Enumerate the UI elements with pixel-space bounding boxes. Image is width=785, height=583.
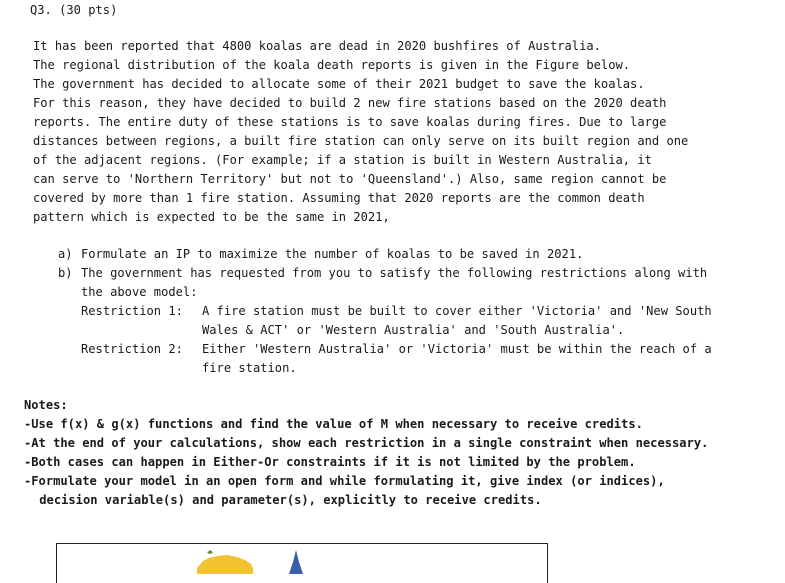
task-a-text: Formulate an IP to maximize the number of koalas to be saved in 2021. <box>81 247 584 261</box>
map-region-yellow <box>197 555 253 574</box>
map-region-blue <box>289 550 303 574</box>
task-b-marker: b) <box>58 266 73 280</box>
note-item: -At the end of your calculations, show each restriction in a single constraint when necessary. <box>24 436 709 450</box>
task-a-marker: a) <box>58 247 73 261</box>
paragraph-line: distances between regions, a built fire station can only serve on its built region and one <box>33 134 689 148</box>
note-item: -Use f(x) & g(x) functions and find the value of M when necessary to receive credits. <box>24 417 643 431</box>
note-item: decision variable(s) and parameter(s), explicitly to receive credits. <box>32 493 542 507</box>
map-speck <box>207 550 213 554</box>
restriction-1-text: Wales & ACT' or 'Western Australia' and 'South Australia'. <box>202 323 625 337</box>
task-b-text: the above model: <box>81 285 198 299</box>
paragraph-line: can serve to 'Northern Territory' but not to 'Queensland'.) Also, same region cannot be <box>33 172 667 186</box>
koala-death-map-figure <box>56 543 548 583</box>
paragraph-line: The regional distribution of the koala death reports is given in the Figure below. <box>33 58 631 72</box>
paragraph-line: of the adjacent regions. (For example; if a station is built in Western Australia, it <box>33 153 652 167</box>
restriction-1-text: A fire station must be built to cover either 'Victoria' and 'New South <box>202 304 712 318</box>
note-item: -Both cases can happen in Either-Or constraints if it is not limited by the problem. <box>24 455 636 469</box>
note-item: -Formulate your model in an open form and while formulating it, give index (or indices), <box>24 474 665 488</box>
paragraph-line: It has been reported that 4800 koalas are dead in 2020 bushfires of Australia. <box>33 39 601 53</box>
notes-title: Notes: <box>24 398 68 412</box>
paragraph-line: pattern which is expected to be the same in 2021, <box>33 210 390 224</box>
restriction-2-text: Either 'Western Australia' or 'Victoria' must be within the reach of a <box>202 342 712 356</box>
task-b-text: The government has requested from you to satisfy the following restrictions along with <box>81 266 708 280</box>
restriction-2-label: Restriction 2: <box>81 342 183 356</box>
question-header: Q3. (30 pts) <box>30 3 118 17</box>
restriction-1-label: Restriction 1: <box>81 304 183 318</box>
paragraph-line: For this reason, they have decided to build 2 new fire stations based on the 2020 death <box>33 96 667 110</box>
restriction-2-text: fire station. <box>202 361 297 375</box>
paragraph-line: covered by more than 1 fire station. Assuming that 2020 reports are the common death <box>33 191 645 205</box>
australia-map-image <box>57 544 549 574</box>
paragraph-line: The government has decided to allocate some of their 2021 budget to save the koalas. <box>33 77 645 91</box>
paragraph-line: reports. The entire duty of these stations is to save koalas during fires. Due to large <box>33 115 667 129</box>
